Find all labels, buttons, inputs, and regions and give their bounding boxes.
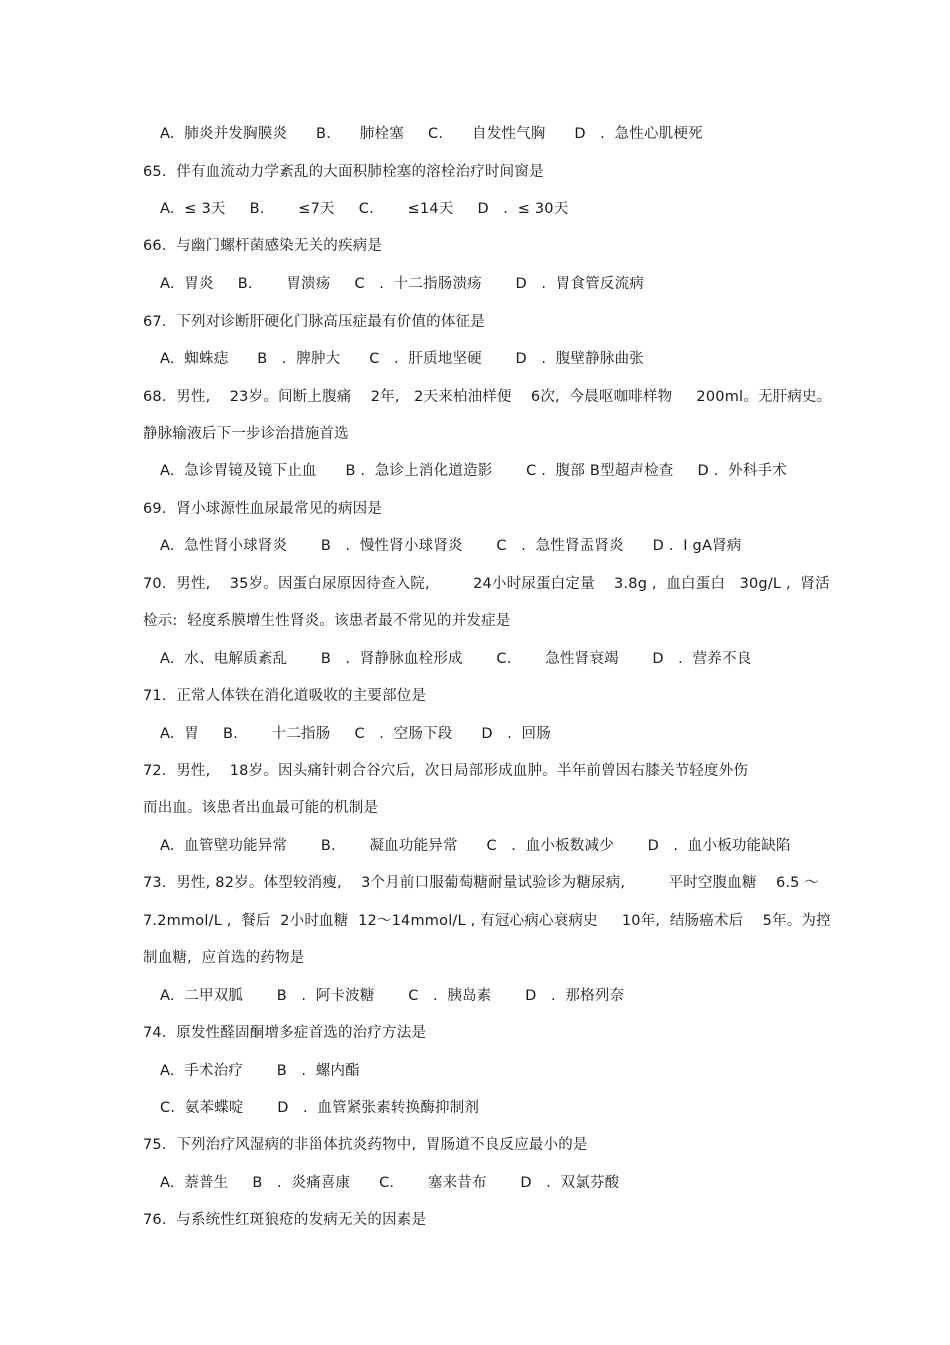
question-line: 73. 男性, 82岁。体型较消瘦, 3个月前口服葡萄糖耐量试验诊为糖尿病, 平时空腹血糖 6.5 ～ xyxy=(143,875,820,891)
question-line: 71. 正常人体铁在消化道吸收的主要部位是 xyxy=(143,688,427,704)
question-line: 68. 男性, 23岁。间断上腹痛 2年, 2天来柏油样便 6次, 今晨呕咖啡样物 200ml。无肝病史。 xyxy=(143,389,832,405)
question-line: 76. 与系统性红斑狼疮的发病无关的因素是 xyxy=(143,1212,427,1228)
option-line: A. 水、电解质紊乱 B . 肾静脉血栓形成 C. 急性肾衰竭 D . 营养不良 xyxy=(160,651,752,667)
option-line: A. ≤ 3天 B. ≤7天 C. ≤14天 D . ≤ 30天 xyxy=(160,201,569,217)
question-line: 65. 伴有血流动力学紊乱的大面积肺栓塞的溶栓治疗时间窗是 xyxy=(143,164,544,180)
option-line: A. 手术治疗 B . 螺内酯 xyxy=(160,1063,360,1079)
question-line: 70. 男性, 35岁。因蛋白尿原因待查入院, 24小时尿蛋白定量 3.8g , 血白蛋白 30g/L , 肾活 xyxy=(143,576,830,592)
option-line: A. 蜘蛛痣 B . 脾肿大 C . 肝质地坚硬 D . 腹壁静脉曲张 xyxy=(160,351,644,367)
question-line: 检示: 轻度系膜增生性肾炎。该患者最不常见的并发症是 xyxy=(143,613,511,629)
question-line: 74. 原发性醛固酮增多症首选的治疗方法是 xyxy=(143,1025,427,1041)
question-line: 66. 与幽门螺杆菌感染无关的疾病是 xyxy=(143,238,383,254)
question-line: 67. 下列对诊断肝硬化门脉高压症最有价值的体征是 xyxy=(143,314,485,330)
option-line: A. 急性肾小球肾炎 B . 慢性肾小球肾炎 C . 急性肾盂肾炎 D . Ⅰ gA肾病 xyxy=(160,538,742,554)
option-line: A. 血管壁功能异常 B. 凝血功能异常 C . 血小板数减少 D . 血小板功能缺陷 xyxy=(160,838,791,854)
question-line: 静脉输液后下一步诊治措施首选 xyxy=(143,426,349,442)
option-line: A. 急诊胃镜及镜下止血 B . 急诊上消化道造影 C . 腹部 B型超声检查 D . 外科手术 xyxy=(160,463,787,479)
option-line: A. 胃炎 B. 胃溃疡 C . 十二指肠溃疡 D . 胃食管反流病 xyxy=(160,276,644,292)
question-line: 69. 肾小球源性血尿最常见的病因是 xyxy=(143,501,383,517)
question-line: 制血糖, 应首选的药物是 xyxy=(143,950,305,966)
question-line: 75. 下列治疗风湿病的非甾体抗炎药物中, 胃肠道不良反应最小的是 xyxy=(143,1137,588,1153)
option-line: C. 氨苯蝶啶 D . 血管紧张素转换酶抑制剂 xyxy=(160,1100,480,1116)
question-line: 7.2mmol/L , 餐后 2小时血糖 12～14mmol/L , 有冠心病心衰病史 10年, 结肠癌术后 5年。为控 xyxy=(143,913,831,929)
option-line: A. 萘普生 B . 炎痛喜康 C. 塞来昔布 D . 双氯芬酸 xyxy=(160,1175,620,1191)
option-line: A. 肺炎并发胸膜炎 B. 肺栓塞 C. 自发性气胸 D . 急性心肌梗死 xyxy=(160,126,703,142)
question-line: 而出血。该患者出血最可能的机制是 xyxy=(143,800,379,816)
question-line: 72. 男性, 18岁。因头痛针刺合谷穴后, 次日局部形成血肿。半年前曾因右膝关节轻度外伤 xyxy=(143,763,749,779)
option-line: A. 胃 B. 十二指肠 C . 空肠下段 D . 回肠 xyxy=(160,726,551,742)
option-line: A. 二甲双胍 B . 阿卡波糖 C . 胰岛素 D . 那格列奈 xyxy=(160,988,625,1004)
